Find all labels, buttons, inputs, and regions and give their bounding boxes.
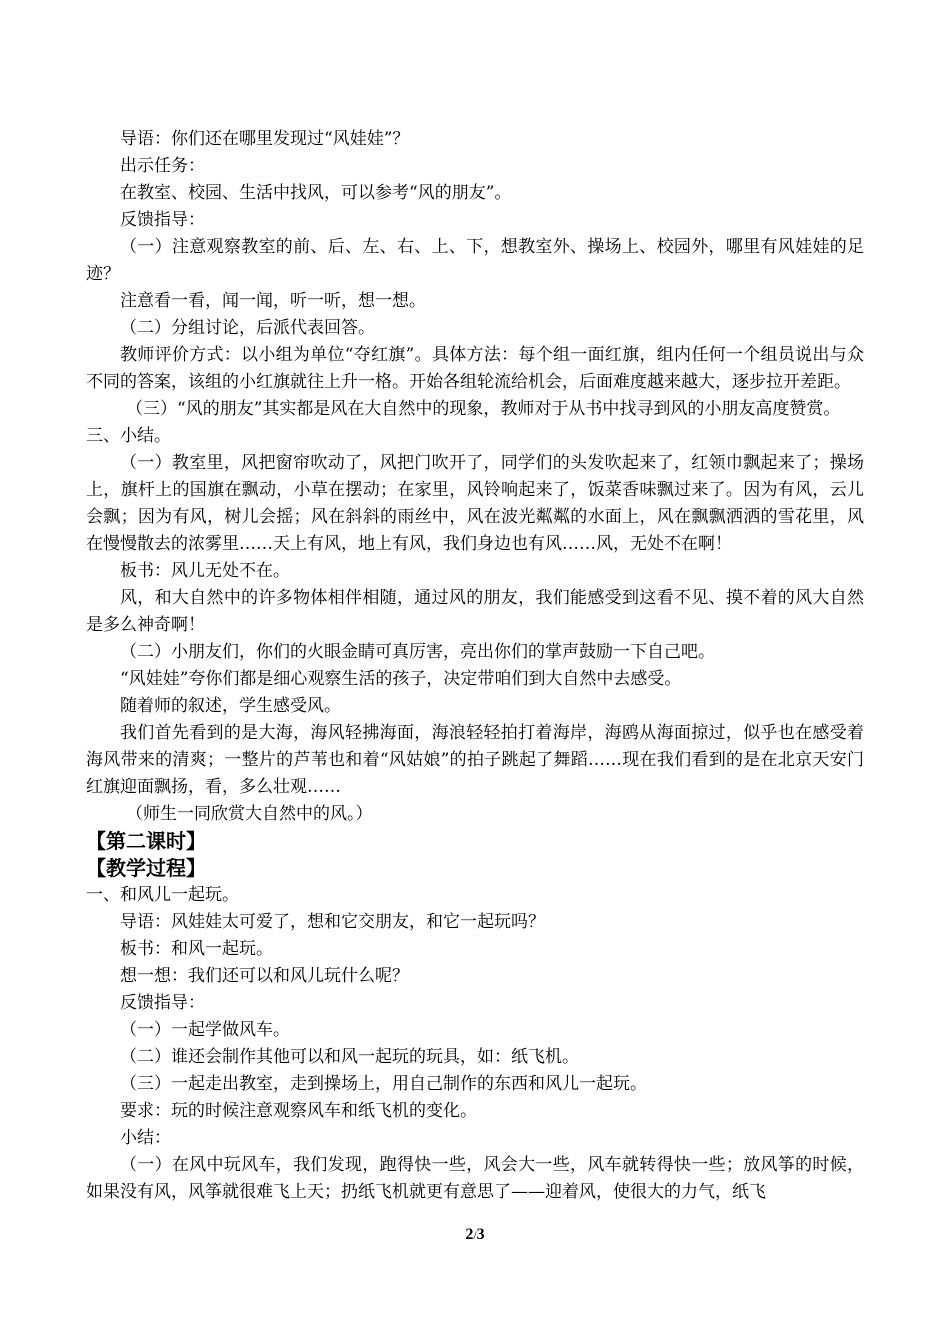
- section-heading: 一、和风儿一起玩。: [86, 885, 239, 905]
- total-pages: 3: [476, 1226, 485, 1243]
- paragraph: “风娃娃”夸你们都是细心观察生活的孩子，决定带咱们到大自然中去感受。: [120, 669, 682, 689]
- paragraph: （二）小朋友们，你们的火眼金睛可真厉害，亮出你们的掌声鼓励一下自己吧。: [120, 642, 715, 662]
- document-body: [86, 126, 864, 1206]
- paragraph: 在教室、校园、生活中找风，可以参考“风的朋友”。: [120, 183, 512, 203]
- page-separator: /: [473, 1228, 477, 1242]
- paragraph: （二）分组讨论，后派代表回答。: [120, 318, 375, 338]
- paragraph: 想一想：我们还可以和风儿玩什么呢？: [120, 966, 409, 986]
- process-heading: 【教学过程】: [86, 856, 206, 880]
- paragraph: 板书：风儿无处不在。: [120, 561, 290, 581]
- paragraph: （一）教室里，风把窗帘吹动了，风把门吹开了，同学们的头发吹起来了，红领巾飘起来了；操场上，旗杆上的国旗在飘动，小草在摆动；在家里，风铃响起来了，饭菜香味飘过来了。因为有风，云儿会飘；因为有风，树儿会摇；风在斜斜的雨丝中，风在波光粼粼的水面上，风在飘飘洒洒的雪花里，风在慢慢散去的浓雾里……天上有风，地上有风，我们身边也有风……风，无处不在啊！: [86, 453, 864, 554]
- paragraph: （二）谁还会制作其他可以和风一起玩的玩具，如：纸飞机。: [120, 1047, 579, 1067]
- paragraph: 导语：你们还在哪里发现过“风娃娃”？: [120, 129, 410, 149]
- paragraph: 注意看一看，闻一闻，听一听，想一想。: [120, 291, 426, 311]
- paragraph: （师生一同欣赏大自然中的风。）: [126, 804, 373, 824]
- paragraph: 小结：: [120, 1128, 171, 1148]
- paragraph: 随着师的叙述，学生感受风。: [120, 696, 341, 716]
- paragraph: 我们首先看到的是大海，海风轻拂海面，海浪轻轻拍打着海岸，海鸥从海面掠过，似乎也在感受着海风带来的清爽；一整片的芦苇也和着“风姑娘”的拍子跳起了舞蹈……现在我们看到的是在北京天安门红旗迎面飘扬，看，多么壮观……: [86, 723, 864, 797]
- paragraph: 反馈指导：: [120, 993, 205, 1013]
- paragraph: （一）注意观察教室的前、后、左、右、上、下，想教室外、操场上、校园外，哪里有风娃娃的足迹？: [86, 237, 864, 284]
- paragraph: 教师评价方式：以小组为单位“夺红旗”。具体方法：每个组一面红旗，组内任何一个组员说出与众不同的答案，该组的小红旗就往上升一格。开始各组轮流给机会，后面难度越来越大，逐步拉开差距。: [86, 345, 864, 392]
- paragraph: （一）一起学做风车。: [120, 1020, 290, 1040]
- paragraph: 风，和大自然中的许多物体相伴相随，通过风的朋友，我们能感受到这看不见、摸不着的风大自然是多么神奇啊！: [86, 588, 864, 635]
- paragraph: 出示任务：: [120, 156, 205, 176]
- paragraph: （三）一起走出教室，走到操场上，用自己制作的东西和风儿一起玩。: [120, 1074, 647, 1094]
- current-page: 2: [465, 1226, 474, 1243]
- section-heading: 三、小结。: [86, 426, 171, 446]
- paragraph: 要求：玩的时候注意观察风车和纸飞机的变化。: [120, 1101, 477, 1121]
- page-number: [0, 1226, 950, 1244]
- lesson-heading: 【第二课时】: [86, 829, 206, 853]
- paragraph: 导语：风娃娃太可爱了，想和它交朋友，和它一起玩吗？: [120, 912, 545, 932]
- paragraph: （三）“风的朋友”其实都是风在大自然中的现象，教师对于从书中找寻到风的小朋友高度赞赏。: [126, 399, 841, 419]
- paragraph: 板书：和风一起玩。: [120, 939, 273, 959]
- paragraph: 反馈指导：: [120, 210, 205, 230]
- paragraph: （一）在风中玩风车，我们发现，跑得快一些，风会大一些，风车就转得快一些；放风筝的时候，如果没有风，风筝就很难飞上天；扔纸飞机就更有意思了——迎着风，使很大的力气，纸飞: [86, 1155, 864, 1202]
